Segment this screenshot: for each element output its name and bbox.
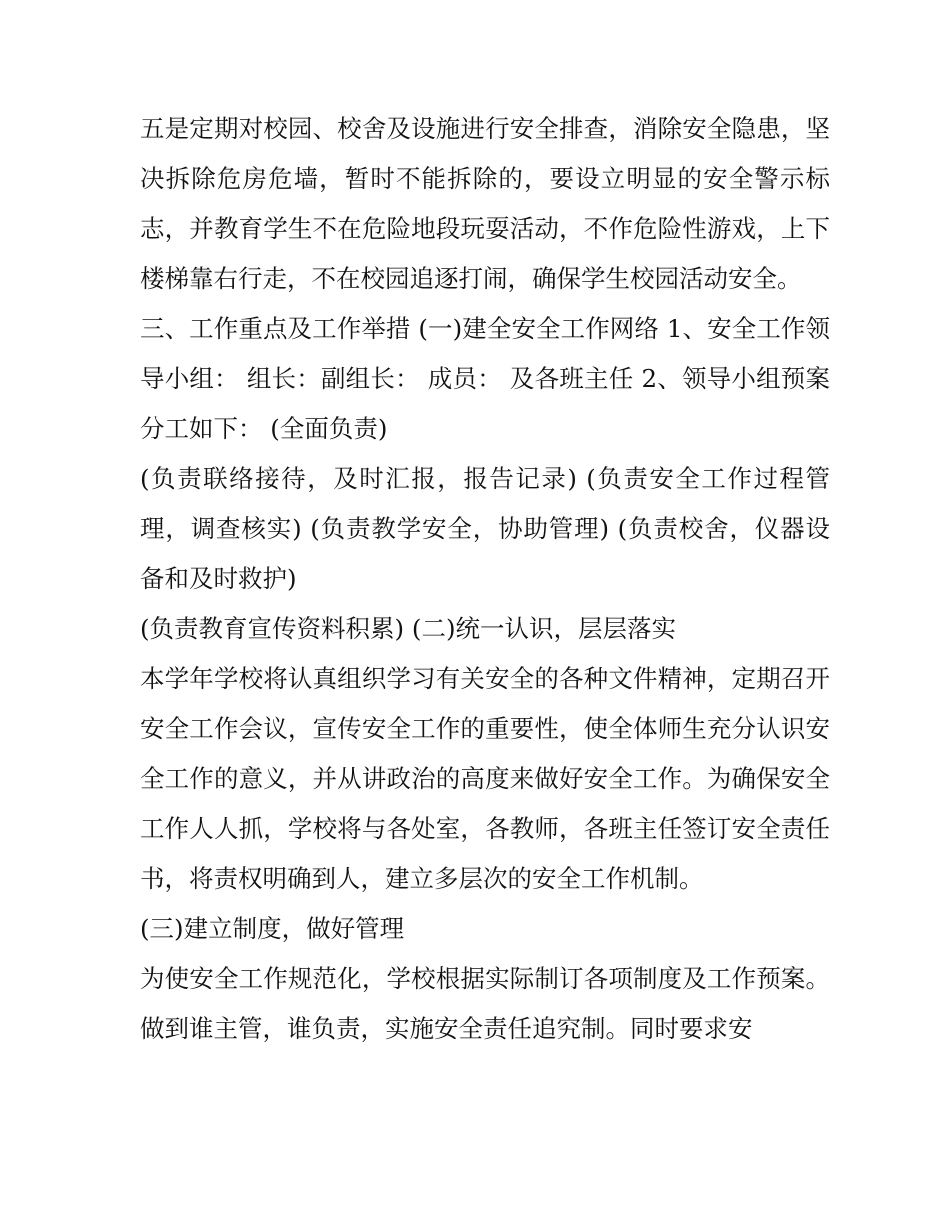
paragraph-study-plan: 本学年学校将认真组织学习有关安全的各种文件精神，定期召开安全工作会议，宣传安全工作的重要性，使全体师生充分认识安全工作的意义，并从讲政治的高度来做好安全工作。为确保安全工作人人抓，学校将与各处室，各教师，各班主任签订安全责任书，将责权明确到人，建立多层次的安全工作机制。 [140, 664, 830, 893]
paragraph-duties: (负责联络接待，及时汇报，报告记录) (负责安全工作过程管理，调查核实) (负责教学安全，协助管理) (负责校舍，仪器设备和及时救护) [140, 464, 830, 593]
paragraph-standardization: 为使安全工作规范化，学校根据实际制订各项制度及工作预案。做到谁主管，谁负责，实施安全责任追究制。同时要求安 [140, 964, 830, 1043]
paragraph-section-three-heading: (三)建立制度，做好管理 [140, 914, 405, 943]
paragraph-work-focus: 三、工作重点及工作举措 (一)建全安全工作网络 1、安全工作领导小组： 组长：副组长： 成员： 及各班主任 2、领导小组预案分工如下： (全面负责) [140, 314, 830, 443]
document-body [140, 104, 830, 1054]
paragraph-unified-awareness: (负责教育宣传资料积累) (二)统一认识，层层落实 [140, 614, 677, 643]
paragraph-campus-inspection: 五是定期对校园、校舍及设施进行安全排查，消除安全隐患，坚决拆除危房危墙，暂时不能拆除的，要设立明显的安全警示标志，并教育学生不在危险地段玩耍活动，不作危险性游戏，上下楼梯靠右行走，不在校园追逐打闹，确保学生校园活动安全。 [140, 114, 830, 293]
